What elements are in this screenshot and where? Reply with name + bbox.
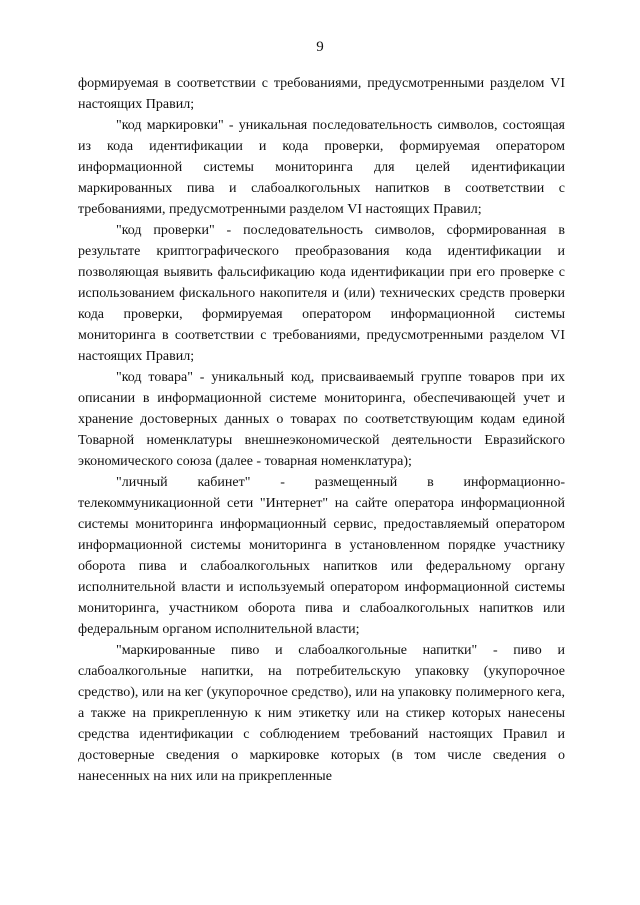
paragraph-continuation: формируемая в соответствии с требованиями, предусмотренными разделом VI настоящих Правил; — [78, 76, 565, 112]
paragraph-marked-beer-definition: "маркированные пиво и слабоалкогольные напитки" - пиво и слабоалкогольные напитки, на потребительскую упаковку (укупорочное средство), или на кег (укупорочное средство), или на упаковку полимерного кега, а также на прикрепленную к ним этикетку или на стикер которых нанесены средства идентификации с соблюдением требований настоящих Правил и достоверные сведения о маркировке которых (в том числе сведения о нанесенных на них или на прикрепленные — [78, 643, 565, 784]
page-number: 9 — [316, 39, 324, 55]
paragraph-product-code-definition: "код товара" - уникальный код, присваиваемый группе товаров при их описании в информационной системе мониторинга, обеспечивающей учет и хранение достоверных данных о товарах по соответствующим кодам единой Товарной номенклатуры внешнеэкономической деятельности Евразийского экономического союза (далее - товарная номенклатура); — [78, 370, 565, 469]
paragraph-marking-code-definition: "код маркировки" - уникальная последовательность символов, состоящая из кода идентификации и кода проверки, формируемая оператором информационной системы мониторинга для целей идентификации маркированных пива и слабоалкогольных напитков в соответствии с требованиями, предусмотренными разделом VI настоящих Правил; — [78, 118, 565, 217]
paragraph-verification-code-definition: "код проверки" - последовательность символов, сформированная в результате криптографического преобразования кода идентификации и позволяющая выявить фальсификацию кода идентификации при его проверке с использованием фискального накопителя и (или) технических средств проверки кода проверки, формируемая оператором информационной системы мониторинга в соответствии с требованиями, предусмотренными разделом VI настоящих Правил; — [78, 223, 565, 364]
paragraph-personal-account-definition: "личный кабинет" - размещенный в информационно-телекоммуникационной сети "Интернет" на сайте оператора информационной системы мониторинга информационный сервис, предоставляемый оператором информационной системы мониторинга в установленном порядке участнику оборота пива и слабоалкогольных напитков или федеральному органу исполнительной власти и используемый оператором информационной системы мониторинга, участником оборота пива и слабоалкогольных напитков или федеральным органом исполнительной власти; — [78, 475, 565, 637]
document-body — [78, 73, 565, 787]
